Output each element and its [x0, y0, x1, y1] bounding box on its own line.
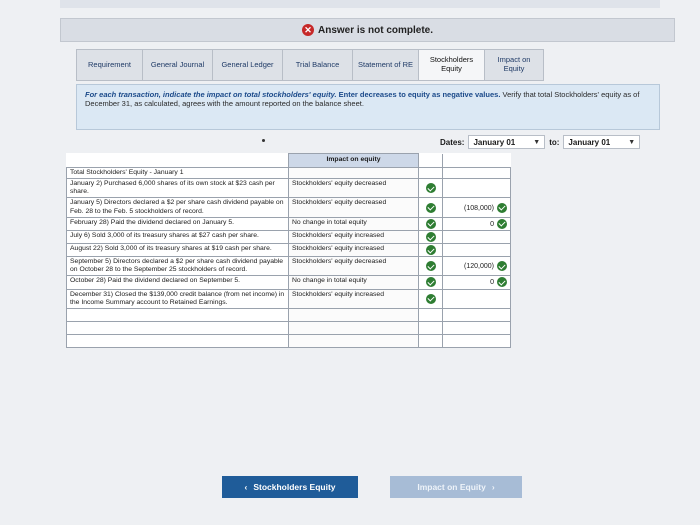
- dates-label: Dates:: [440, 137, 465, 147]
- impact-select[interactable]: Stockholders' equity increased: [289, 289, 419, 308]
- next-tab-button[interactable]: Impact on Equity ›: [390, 476, 522, 498]
- impact-select[interactable]: [289, 321, 419, 334]
- check-icon: [497, 277, 507, 287]
- top-strip: [60, 0, 660, 8]
- check-icon: [426, 232, 436, 242]
- amount-input[interactable]: 0: [443, 276, 511, 289]
- amount-input[interactable]: 0: [443, 217, 511, 230]
- impact-select[interactable]: No change in total equity: [289, 217, 419, 230]
- tab-stockholders-equity[interactable]: Stockholders Equity: [418, 49, 484, 81]
- table-row: July 6) Sold 3,000 of its treasury shares at $27 cash per share. Stockholders' equity increased: [67, 231, 511, 244]
- check-icon: [426, 183, 436, 193]
- table-header-row: [67, 154, 511, 168]
- amount-input[interactable]: [443, 168, 511, 179]
- instruction-lead: For each transaction, indicate the impact on total stockholders' equity.: [85, 90, 337, 99]
- table-row: Total Stockholders' Equity - January 1: [67, 168, 511, 179]
- check-icon: [426, 245, 436, 255]
- date-range: [440, 135, 640, 149]
- amount-input[interactable]: [443, 289, 511, 308]
- answer-status-text: Answer is not complete.: [317, 24, 434, 36]
- check-icon: [426, 277, 436, 287]
- check-icon: [426, 261, 436, 271]
- impact-select[interactable]: Stockholders' equity increased: [289, 244, 419, 257]
- table-row: February 28) Paid the dividend declared on January 5. No change in total equity 0: [67, 217, 511, 230]
- impact-select[interactable]: Stockholders' equity increased: [289, 231, 419, 244]
- check-icon: [497, 261, 507, 271]
- prev-tab-button[interactable]: ‹ Stockholders Equity: [222, 476, 358, 498]
- impact-select[interactable]: Stockholders' equity decreased: [289, 198, 419, 217]
- instruction-emphasis: Enter decreases to equity as negative values.: [338, 90, 501, 99]
- impact-column-header: Impact on equity: [289, 154, 419, 168]
- dates-to-label: to:: [549, 137, 560, 147]
- table-row: [67, 308, 511, 321]
- chevron-left-icon: ‹: [244, 482, 248, 492]
- tab-trial-balance[interactable]: Trial Balance: [282, 49, 352, 81]
- check-icon: [426, 219, 436, 229]
- impact-select[interactable]: [289, 168, 419, 179]
- check-icon: [426, 294, 436, 304]
- instruction-box: [76, 84, 660, 130]
- tab-statement-of-re[interactable]: Statement of RE: [352, 49, 418, 81]
- table-row: October 28) Paid the dividend declared on September 5. No change in total equity 0: [67, 276, 511, 289]
- table-row: January 5) Directors declared a $2 per share cash dividend payable on Feb. 28 to the Feb. 5 stockholders of record. Stockholders' equity decreased (108,000): [67, 198, 511, 217]
- table-row: [67, 334, 511, 347]
- check-icon: [497, 219, 507, 229]
- impact-select[interactable]: Stockholders' equity decreased: [289, 179, 419, 198]
- amount-input[interactable]: (108,000): [443, 198, 511, 217]
- amount-input[interactable]: [443, 244, 511, 257]
- bullet-dot: [262, 139, 265, 142]
- tab-requirement[interactable]: Requirement: [76, 49, 142, 81]
- impact-select[interactable]: No change in total equity: [289, 276, 419, 289]
- tab-general-ledger[interactable]: General Ledger: [212, 49, 282, 81]
- check-icon: [426, 203, 436, 213]
- chevron-down-icon: ▼: [628, 138, 636, 146]
- impact-table: [66, 153, 511, 348]
- date-to-select[interactable]: January 01 ▼: [563, 135, 640, 149]
- tab-bar: [76, 49, 544, 81]
- impact-select[interactable]: [289, 308, 419, 321]
- table-row: January 2) Purchased 6,000 shares of its own stock at $23 cash per share. Stockholders' equity decreased: [67, 179, 511, 198]
- amount-input[interactable]: [443, 231, 511, 244]
- table-row: September 5) Directors declared a $2 per share cash dividend payable on October 28 to the September 25 stockholders of record. Stockholders' equity decreased (120,000): [67, 257, 511, 276]
- x-icon: ✕: [302, 24, 314, 36]
- amount-input[interactable]: [443, 308, 511, 321]
- chevron-right-icon: ›: [491, 482, 495, 492]
- table-row: August 22) Sold 3,000 of its treasury shares at $19 cash per share. Stockholders' equity increased: [67, 244, 511, 257]
- date-from-select[interactable]: January 01 ▼: [468, 135, 545, 149]
- chevron-down-icon: ▼: [533, 138, 541, 146]
- tab-impact-on-equity[interactable]: Impact on Equity: [484, 49, 544, 81]
- instruction-rest: Verify that total Stockholders' equity as of December 31, as calculated, agrees with the amount reported on the balance sheet.: [85, 90, 640, 109]
- answer-status-banner: [60, 18, 675, 42]
- tab-general-journal[interactable]: General Journal: [142, 49, 212, 81]
- amount-input[interactable]: [443, 334, 511, 347]
- table-row: December 31) Closed the $139,000 credit balance (from net income) in the Income Summary account to Retained Earnings. Stockholders' equity increased: [67, 289, 511, 308]
- amount-input[interactable]: [443, 179, 511, 198]
- check-icon: [497, 203, 507, 213]
- table-row: [67, 321, 511, 334]
- impact-select[interactable]: [289, 334, 419, 347]
- amount-input[interactable]: [443, 321, 511, 334]
- impact-select[interactable]: Stockholders' equity decreased: [289, 257, 419, 276]
- amount-input[interactable]: (120,000): [443, 257, 511, 276]
